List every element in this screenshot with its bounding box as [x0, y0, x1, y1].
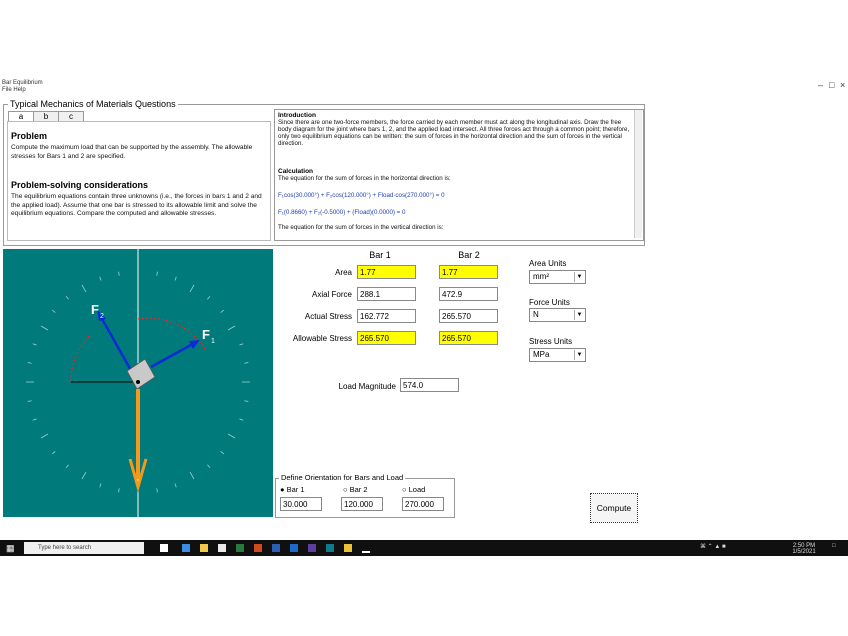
dial-tick: [82, 472, 86, 479]
bar2-allowable-stress-field[interactable]: 265.570: [439, 331, 498, 345]
dial-tick: [119, 272, 120, 276]
actual-stress-label: Actual Stress: [304, 312, 352, 321]
dial-tick: [244, 363, 248, 364]
chrome-icon[interactable]: [344, 544, 352, 552]
joint-pin: [136, 380, 140, 384]
notifications-icon[interactable]: □: [832, 543, 836, 549]
f2-label: F: [91, 302, 99, 317]
considerations-text: The equilibrium equations contain three unknowns (i.e., the forces in bars 1 and 2 and the applied load). Assume that one bar is stressed to its allowable limit and solve the equilibrium equations. Compare the computed and allowable stresses.: [11, 193, 262, 217]
f2-subscript: 2: [100, 313, 104, 320]
f1-label: F: [202, 327, 210, 342]
tab-c[interactable]: c: [58, 111, 84, 122]
dial-tick: [157, 488, 158, 492]
solution-textbox[interactable]: [274, 109, 644, 241]
free-body-diagram: [3, 249, 273, 517]
force-units-select[interactable]: N ▼: [529, 308, 586, 322]
tab-b[interactable]: b: [33, 111, 59, 122]
equation-1: F₁cos(30.000°) + F₂cos(120.000°) + Fload·cos(270.000°) = 0: [278, 192, 445, 199]
joint-block: [127, 359, 155, 389]
dial-tick: [228, 326, 235, 330]
stress-units-label: Stress Units: [529, 337, 573, 346]
dial-tick: [221, 310, 224, 313]
stress-units-select[interactable]: MPa ▼: [529, 348, 586, 362]
dial-tick: [100, 277, 101, 281]
allowable-stress-label: Allowable Stress: [292, 334, 352, 343]
edge-icon[interactable]: [182, 544, 190, 552]
word-icon[interactable]: [272, 544, 280, 552]
dial-tick: [244, 401, 248, 402]
dial-tick: [221, 451, 224, 454]
windows-start-icon[interactable]: ▦: [6, 543, 15, 553]
bar1-force-arrow: [151, 345, 191, 367]
bar1-actual-stress-field[interactable]: 162.772: [357, 309, 416, 323]
group-title: Typical Mechanics of Materials Questions: [10, 99, 176, 109]
minimize-icon[interactable]: –: [818, 80, 824, 90]
intro-heading: Introduction: [278, 112, 316, 119]
radio-bar1[interactable]: ● Bar 1: [280, 485, 305, 494]
bar1-allowable-stress-field[interactable]: 265.570: [357, 331, 416, 345]
dial-tick: [82, 285, 86, 292]
menu-bar[interactable]: File Help: [2, 87, 26, 93]
chevron-down-icon[interactable]: ▼: [574, 310, 584, 320]
clock[interactable]: 2:50 PM 1/5/2021: [792, 543, 816, 555]
dial-tick: [33, 419, 37, 420]
chevron-down-icon[interactable]: ▼: [574, 272, 584, 282]
load-angle-field[interactable]: 270.000: [402, 497, 444, 511]
bar1-angle-field[interactable]: 30.000: [280, 497, 322, 511]
bar1-area-field[interactable]: 1.77: [357, 265, 416, 279]
area-label: Area: [335, 268, 352, 277]
calc-text2: The equation for the sum of forces in the vertical direction is:: [278, 224, 444, 231]
dial-tick: [66, 465, 69, 468]
bar2-axial-force-field[interactable]: 472.9: [439, 287, 498, 301]
radio-bar2[interactable]: ○ Bar 2: [343, 485, 368, 494]
tab-a[interactable]: a: [8, 111, 34, 122]
dial-tick: [28, 363, 32, 364]
scrollbar[interactable]: [634, 110, 642, 238]
bar2-area-field[interactable]: 1.77: [439, 265, 498, 279]
dial-tick: [207, 296, 210, 299]
bar2-angle-field[interactable]: 120.000: [341, 497, 383, 511]
bar1-header: Bar 1: [369, 250, 391, 260]
bar2-angle-arc: [71, 334, 91, 381]
area-units-select[interactable]: mm² ▼: [529, 270, 586, 284]
area-units-label: Area Units: [529, 259, 567, 268]
diagram-canvas: [3, 249, 273, 517]
active-app-indicator[interactable]: [362, 551, 370, 553]
load-magnitude-field[interactable]: 574.0: [400, 378, 459, 392]
orientation-legend: Define Orientation for Bars and Load: [281, 473, 404, 482]
window-title: Bar Equilibrium File Help: [2, 80, 43, 93]
dial-tick: [190, 285, 194, 292]
dial-tick: [28, 401, 32, 402]
outlook-icon[interactable]: [290, 544, 298, 552]
axial-force-label: Axial Force: [311, 290, 352, 299]
onenote-icon[interactable]: [308, 544, 316, 552]
bar2-force-arrow: [101, 317, 133, 374]
calc-text1: The equation for the sum of forces in the horizontal direction is:: [278, 175, 451, 182]
dial-tick: [100, 483, 101, 487]
calc-heading: Calculation: [278, 168, 314, 175]
chevron-down-icon[interactable]: ▼: [574, 350, 584, 360]
dial-tick: [66, 296, 69, 299]
powerpoint-icon[interactable]: [254, 544, 262, 552]
load-magnitude-label: Load Magnitude: [338, 382, 396, 391]
force-units-label: Force Units: [529, 298, 570, 307]
dial-tick: [33, 344, 37, 345]
dial-tick: [119, 488, 120, 492]
dial-tick: [41, 434, 48, 438]
dial-tick: [190, 472, 194, 479]
f1-subscript: 1: [211, 338, 215, 345]
file-explorer-icon[interactable]: [200, 544, 208, 552]
problem-heading: Problem: [11, 131, 48, 141]
dial-tick: [239, 344, 243, 345]
excel-icon[interactable]: [236, 544, 244, 552]
dial-tick: [228, 434, 235, 438]
problem-panel: [7, 121, 271, 241]
close-icon[interactable]: ×: [840, 80, 846, 90]
task-view-icon[interactable]: [160, 544, 168, 552]
dial-tick: [175, 277, 176, 281]
dial-tick: [41, 326, 48, 330]
store-icon[interactable]: [218, 544, 226, 552]
dial-tick: [175, 483, 176, 487]
intro-text: Since there are one two-force members, the force carried by each member must act along the longitudinal axis. Draw the free body diagram for the joint where bars 1, 2, and the applied load intersect. All three forces act through a common point; therefore, only two equilibrium equations can be written: the sum of forces in the horizontal direction and the sum of forces in the vertical direction.: [278, 119, 630, 147]
radio-load[interactable]: ○ Load: [402, 485, 426, 494]
app-icon[interactable]: [326, 544, 334, 552]
system-tray-icons[interactable]: ⌘ ⌃ ▲ ■: [700, 544, 726, 550]
bar1-axial-force-field[interactable]: 288.1: [357, 287, 416, 301]
dial-tick: [207, 465, 210, 468]
dial-tick: [157, 272, 158, 276]
dial-tick: [239, 419, 243, 420]
compute-button[interactable]: Compute: [590, 493, 638, 523]
considerations-heading: Problem-solving considerations: [11, 180, 149, 190]
taskbar-search[interactable]: Type here to search: [24, 542, 144, 554]
equation-2: F₁(0.8660) + F₂(-0.5000) + (Fload)(0.0000) = 0: [278, 209, 406, 216]
dial-tick: [52, 451, 55, 454]
bar2-header: Bar 2: [458, 250, 480, 260]
problem-text: Compute the maximum load that can be supported by the assembly. The allowable stresses for Bars 1 and 2 are specified.: [11, 144, 253, 160]
maximize-icon[interactable]: □: [829, 80, 835, 90]
bar2-actual-stress-field[interactable]: 265.570: [439, 309, 498, 323]
dial-tick: [52, 310, 55, 313]
